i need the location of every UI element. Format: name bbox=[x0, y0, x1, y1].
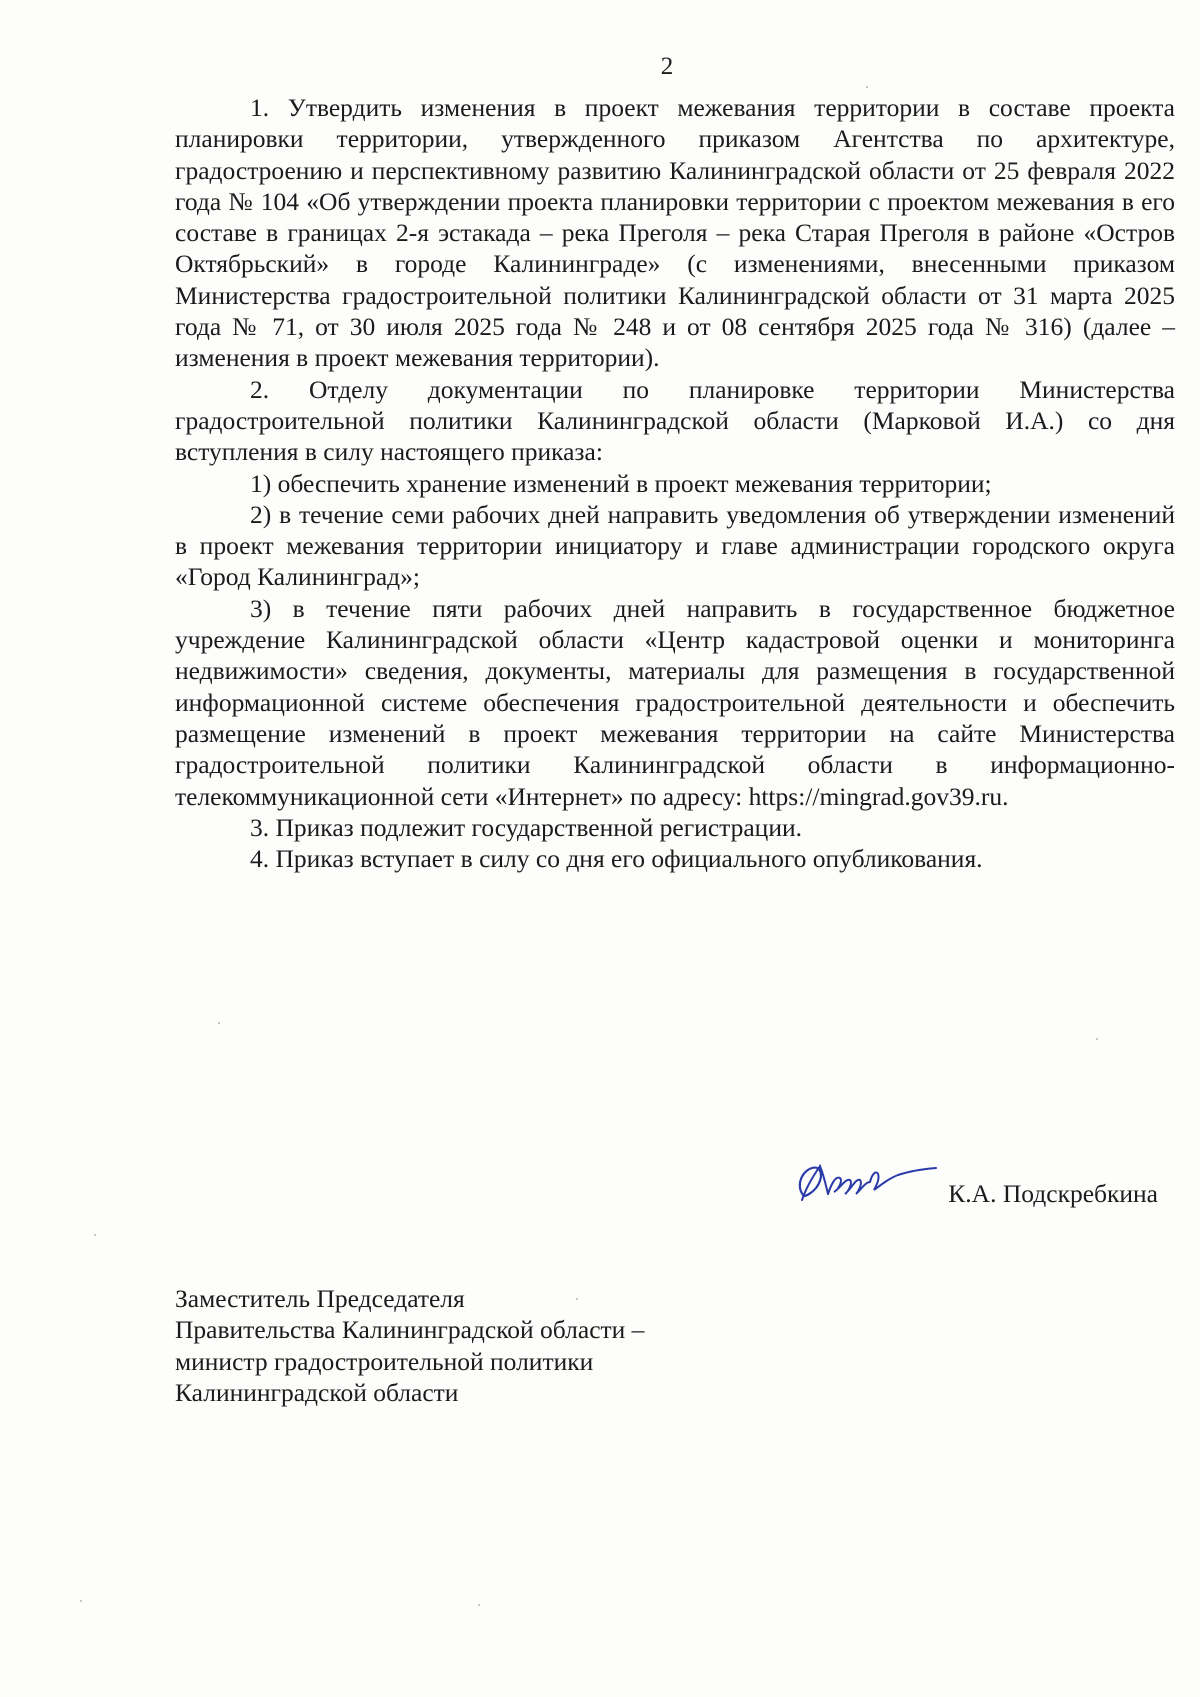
document-body bbox=[175, 92, 1175, 874]
signatory-position-line: Заместитель Председателя bbox=[175, 1284, 465, 1313]
paragraph-item-4: 4. Приказ вступает в силу со дня его официального опубликования. bbox=[250, 844, 983, 874]
page-number: 2 bbox=[660, 53, 674, 80]
scan-speck bbox=[576, 1298, 578, 1300]
paragraph-item-1: 1. Утвердить изменения в проект межевания территории в составе проекта планировки территории, утвержденного приказом Агентства по архитектуре, градостроению и перспективному развитию Калининградской области от 25 февраля 2022 года № 104 «Об утверждении проекта планировки территории с проектом межевания в его составе в границах 2-я эстакада – река Преголя – река Старая Преголя в районе «Остров Октябрьский» в городе Калининграде» (с изменениями, внесенными приказом Министерства градостроительной политики Калининградской области от 31 марта 2025 года № 71, от 30 июля 2025 года № 248 и от 08 сентября 2025 года № 316) (далее – изменения в проект межевания территории). bbox=[175, 93, 1175, 373]
scan-speck bbox=[1096, 1038, 1098, 1040]
signatory-position-line: министр градостроительной политики bbox=[175, 1346, 594, 1376]
signatory-name: К.А. Подскребкина bbox=[948, 1179, 1158, 1208]
signatory-position-line: Правительства Калининградской области – bbox=[175, 1315, 645, 1345]
scan-speck bbox=[94, 1234, 96, 1236]
signatory-position bbox=[175, 1283, 1175, 1408]
paragraph-item-2: 2. Отделу документации по планировке территории Министерства градостроительной политики Калининградской области (Марковой И.А.) со дня вступления в силу настоящего приказа: bbox=[175, 374, 1175, 467]
paragraph-item-3: 3. Приказ подлежит государственной регистрации. bbox=[250, 812, 802, 842]
paragraph-subitem-2: 2) в течение семи рабочих дней направить уведомления об утверждении изменений в проект межевания территории инициатору и главе администрации городского округа «Город Калининград»; bbox=[175, 499, 1175, 592]
scan-speck bbox=[866, 86, 868, 88]
paragraph-subitem-3: 3) в течение пяти рабочих дней направить в государственное бюджетное учреждение Калининградской области «Центр кадастровой оценки и мониторинга недвижимости» сведения, документы, материалы для размещения в государственной информационной системе обеспечения градостроительной деятельности и обеспечить размещение изменений в проект межевания территории на сайте Министерства градостроительной политики Калининградской области в информационно-телекоммуникационной сети «Интернет» по адресу: https://mingrad.gov39.ru. bbox=[175, 593, 1175, 811]
signatory-position-line: Калининградской области bbox=[175, 1377, 459, 1407]
paragraph-subitem-1: 1) обеспечить хранение изменений в проект межевания территории; bbox=[250, 468, 992, 498]
handwritten-signature bbox=[790, 1148, 940, 1208]
scan-speck bbox=[218, 1022, 220, 1024]
scan-speck bbox=[478, 1604, 480, 1606]
scan-speck bbox=[80, 1600, 82, 1602]
